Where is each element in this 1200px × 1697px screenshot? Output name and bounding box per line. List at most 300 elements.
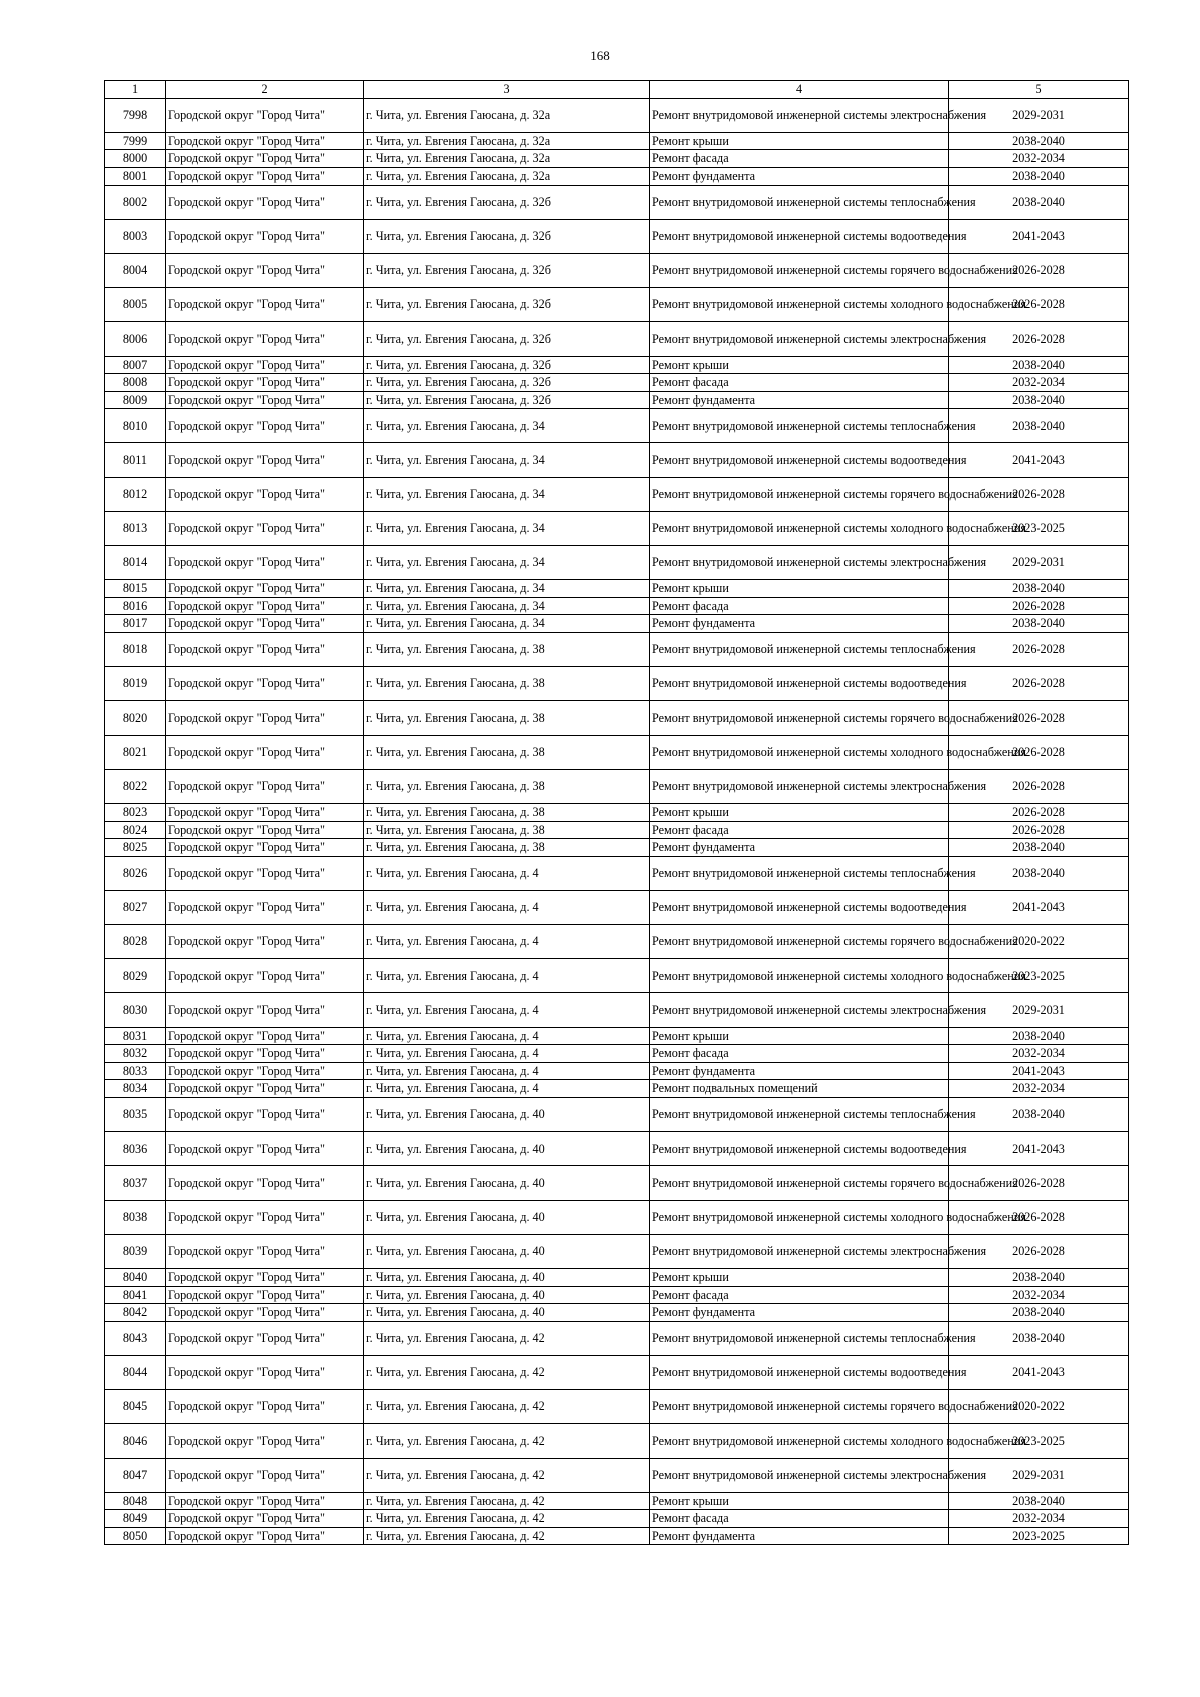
table-row <box>105 1355 1129 1389</box>
row-number-cell: 8002 <box>105 185 166 219</box>
period-cell: 2032-2034 <box>949 150 1129 168</box>
period-cell: 2038-2040 <box>949 856 1129 890</box>
work-type-cell: Ремонт внутридомовой инженерной системы горячего водоснабжения <box>650 1390 949 1424</box>
address-cell: г. Чита, ул. Евгения Гаюсана, д. 40 <box>364 1098 650 1132</box>
address-cell: г. Чита, ул. Евгения Гаюсана, д. 34 <box>364 597 650 615</box>
work-type-cell: Ремонт внутридомовой инженерной системы электроснабжения <box>650 769 949 803</box>
table-row <box>105 925 1129 959</box>
row-number-cell: 8041 <box>105 1286 166 1304</box>
work-type-cell: Ремонт фундамента <box>650 167 949 185</box>
table-row <box>105 185 1129 219</box>
row-number-cell: 8032 <box>105 1045 166 1063</box>
period-cell: 2026-2028 <box>949 288 1129 322</box>
address-cell: г. Чита, ул. Евгения Гаюсана, д. 38 <box>364 839 650 857</box>
work-type-cell: Ремонт фасада <box>650 1045 949 1063</box>
row-number-cell: 8027 <box>105 890 166 924</box>
repair-schedule-table <box>104 80 1129 1545</box>
address-cell: г. Чита, ул. Евгения Гаюсана, д. 40 <box>364 1286 650 1304</box>
period-cell: 2026-2028 <box>949 1200 1129 1234</box>
page-number: 168 <box>590 48 610 63</box>
table-row <box>105 1045 1129 1063</box>
municipality-cell: Городской округ "Город Чита" <box>166 615 364 633</box>
table-row <box>105 597 1129 615</box>
work-type-cell: Ремонт внутридомовой инженерной системы водоотведения <box>650 667 949 701</box>
period-cell: 2038-2040 <box>949 615 1129 633</box>
table-row <box>105 1527 1129 1545</box>
row-number-cell: 8042 <box>105 1304 166 1322</box>
row-number-cell: 8003 <box>105 219 166 253</box>
municipality-cell: Городской округ "Город Чита" <box>166 546 364 580</box>
work-type-cell: Ремонт внутридомовой инженерной системы холодного водоснабжения <box>650 511 949 545</box>
row-number-cell: 8039 <box>105 1234 166 1268</box>
row-number-cell: 8030 <box>105 993 166 1027</box>
row-number-cell: 8036 <box>105 1132 166 1166</box>
address-cell: г. Чита, ул. Евгения Гаюсана, д. 32б <box>364 322 650 356</box>
municipality-cell: Городской округ "Город Чита" <box>166 821 364 839</box>
period-cell: 2026-2028 <box>949 253 1129 287</box>
work-type-cell: Ремонт внутридомовой инженерной системы горячего водоснабжения <box>650 1166 949 1200</box>
row-number-cell: 8049 <box>105 1510 166 1528</box>
work-type-cell: Ремонт внутридомовой инженерной системы электроснабжения <box>650 1458 949 1492</box>
work-type-cell: Ремонт крыши <box>650 1027 949 1045</box>
period-cell: 2041-2043 <box>949 219 1129 253</box>
row-number-cell: 8043 <box>105 1321 166 1355</box>
work-type-cell: Ремонт внутридомовой инженерной системы электроснабжения <box>650 1234 949 1268</box>
address-cell: г. Чита, ул. Евгения Гаюсана, д. 32б <box>364 219 650 253</box>
municipality-cell: Городской округ "Город Чита" <box>166 167 364 185</box>
address-cell: г. Чита, ул. Евгения Гаюсана, д. 32б <box>364 253 650 287</box>
table-row <box>105 150 1129 168</box>
work-type-cell: Ремонт внутридомовой инженерной системы электроснабжения <box>650 98 949 132</box>
work-type-cell: Ремонт фундамента <box>650 391 949 409</box>
row-number-cell: 8012 <box>105 477 166 511</box>
period-cell: 2038-2040 <box>949 1492 1129 1510</box>
period-cell: 2032-2034 <box>949 1045 1129 1063</box>
row-number-cell: 8040 <box>105 1268 166 1286</box>
municipality-cell: Городской округ "Город Чита" <box>166 356 364 374</box>
work-type-cell: Ремонт фасада <box>650 1510 949 1528</box>
work-type-cell: Ремонт фундамента <box>650 1304 949 1322</box>
address-cell: г. Чита, ул. Евгения Гаюсана, д. 32а <box>364 167 650 185</box>
municipality-cell: Городской округ "Город Чита" <box>166 1200 364 1234</box>
period-cell: 2026-2028 <box>949 735 1129 769</box>
work-type-cell: Ремонт фасада <box>650 150 949 168</box>
row-number-cell: 8029 <box>105 959 166 993</box>
work-type-cell: Ремонт внутридомовой инженерной системы горячего водоснабжения <box>650 477 949 511</box>
column-header-1: 1 <box>105 81 166 99</box>
work-type-cell: Ремонт внутридомовой инженерной системы горячего водоснабжения <box>650 925 949 959</box>
work-type-cell: Ремонт внутридомовой инженерной системы холодного водоснабжения <box>650 288 949 322</box>
row-number-cell: 8008 <box>105 374 166 392</box>
table-row <box>105 1234 1129 1268</box>
row-number-cell: 8045 <box>105 1390 166 1424</box>
row-number-cell: 8050 <box>105 1527 166 1545</box>
table-row <box>105 409 1129 443</box>
table-row <box>105 1268 1129 1286</box>
period-cell: 2029-2031 <box>949 993 1129 1027</box>
work-type-cell: Ремонт крыши <box>650 580 949 598</box>
table-row <box>105 356 1129 374</box>
row-number-cell: 8046 <box>105 1424 166 1458</box>
work-type-cell: Ремонт фундамента <box>650 615 949 633</box>
address-cell: г. Чита, ул. Евгения Гаюсана, д. 38 <box>364 667 650 701</box>
table-row <box>105 769 1129 803</box>
period-cell: 2023-2025 <box>949 511 1129 545</box>
period-cell: 2023-2025 <box>949 1424 1129 1458</box>
row-number-cell: 8010 <box>105 409 166 443</box>
municipality-cell: Городской округ "Город Чита" <box>166 1132 364 1166</box>
row-number-cell: 8017 <box>105 615 166 633</box>
period-cell: 2029-2031 <box>949 546 1129 580</box>
table-row <box>105 856 1129 890</box>
table-row <box>105 546 1129 580</box>
table-row <box>105 167 1129 185</box>
address-cell: г. Чита, ул. Евгения Гаюсана, д. 4 <box>364 890 650 924</box>
table-row <box>105 1510 1129 1528</box>
row-number-cell: 8023 <box>105 803 166 821</box>
work-type-cell: Ремонт внутридомовой инженерной системы горячего водоснабжения <box>650 701 949 735</box>
municipality-cell: Городской округ "Город Чита" <box>166 1098 364 1132</box>
table-row <box>105 1458 1129 1492</box>
table-row <box>105 1080 1129 1098</box>
municipality-cell: Городской округ "Город Чита" <box>166 443 364 477</box>
period-cell: 2038-2040 <box>949 185 1129 219</box>
address-cell: г. Чита, ул. Евгения Гаюсана, д. 32б <box>364 374 650 392</box>
table-row <box>105 803 1129 821</box>
period-cell: 2026-2028 <box>949 803 1129 821</box>
work-type-cell: Ремонт фасада <box>650 597 949 615</box>
period-cell: 2041-2043 <box>949 443 1129 477</box>
address-cell: г. Чита, ул. Евгения Гаюсана, д. 34 <box>364 546 650 580</box>
municipality-cell: Городской округ "Город Чита" <box>166 253 364 287</box>
period-cell: 2038-2040 <box>949 1027 1129 1045</box>
work-type-cell: Ремонт фундамента <box>650 839 949 857</box>
table-row <box>105 959 1129 993</box>
row-number-cell: 8018 <box>105 633 166 667</box>
row-number-cell: 8044 <box>105 1355 166 1389</box>
address-cell: г. Чита, ул. Евгения Гаюсана, д. 34 <box>364 580 650 598</box>
work-type-cell: Ремонт внутридомовой инженерной системы водоотведения <box>650 890 949 924</box>
row-number-cell: 8009 <box>105 391 166 409</box>
row-number-cell: 8026 <box>105 856 166 890</box>
column-header-3: 3 <box>364 81 650 99</box>
row-number-cell: 8035 <box>105 1098 166 1132</box>
table-row <box>105 1390 1129 1424</box>
municipality-cell: Городской округ "Город Чита" <box>166 735 364 769</box>
address-cell: г. Чита, ул. Евгения Гаюсана, д. 4 <box>364 993 650 1027</box>
row-number-cell: 8001 <box>105 167 166 185</box>
work-type-cell: Ремонт внутридомовой инженерной системы горячего водоснабжения <box>650 253 949 287</box>
municipality-cell: Городской округ "Город Чита" <box>166 839 364 857</box>
period-cell: 2038-2040 <box>949 580 1129 598</box>
row-number-cell: 8038 <box>105 1200 166 1234</box>
address-cell: г. Чита, ул. Евгения Гаюсана, д. 38 <box>364 701 650 735</box>
address-cell: г. Чита, ул. Евгения Гаюсана, д. 38 <box>364 803 650 821</box>
address-cell: г. Чита, ул. Евгения Гаюсана, д. 38 <box>364 633 650 667</box>
period-cell: 2038-2040 <box>949 1098 1129 1132</box>
municipality-cell: Городской округ "Город Чита" <box>166 1286 364 1304</box>
work-type-cell: Ремонт фасада <box>650 821 949 839</box>
work-type-cell: Ремонт внутридомовой инженерной системы теплоснабжения <box>650 1098 949 1132</box>
work-type-cell: Ремонт крыши <box>650 803 949 821</box>
municipality-cell: Городской округ "Город Чита" <box>166 856 364 890</box>
period-cell: 2020-2022 <box>949 1390 1129 1424</box>
address-cell: г. Чита, ул. Евгения Гаюсана, д. 32б <box>364 185 650 219</box>
municipality-cell: Городской округ "Город Чита" <box>166 633 364 667</box>
table-row <box>105 443 1129 477</box>
row-number-cell: 8037 <box>105 1166 166 1200</box>
address-cell: г. Чита, ул. Евгения Гаюсана, д. 40 <box>364 1200 650 1234</box>
period-cell: 2041-2043 <box>949 890 1129 924</box>
period-cell: 2020-2022 <box>949 925 1129 959</box>
municipality-cell: Городской округ "Город Чита" <box>166 1321 364 1355</box>
work-type-cell: Ремонт крыши <box>650 1268 949 1286</box>
table-header <box>105 81 1129 99</box>
municipality-cell: Городской округ "Город Чита" <box>166 1527 364 1545</box>
table-row <box>105 1027 1129 1045</box>
work-type-cell: Ремонт внутридомовой инженерной системы электроснабжения <box>650 993 949 1027</box>
work-type-cell: Ремонт фундамента <box>650 1527 949 1545</box>
address-cell: г. Чита, ул. Евгения Гаюсана, д. 32б <box>364 391 650 409</box>
period-cell: 2038-2040 <box>949 1321 1129 1355</box>
municipality-cell: Городской округ "Город Чита" <box>166 511 364 545</box>
municipality-cell: Городской округ "Город Чита" <box>166 1268 364 1286</box>
address-cell: г. Чита, ул. Евгения Гаюсана, д. 32а <box>364 150 650 168</box>
work-type-cell: Ремонт внутридомовой инженерной системы электроснабжения <box>650 322 949 356</box>
row-number-cell: 8000 <box>105 150 166 168</box>
table-row <box>105 735 1129 769</box>
work-type-cell: Ремонт фасада <box>650 374 949 392</box>
period-cell: 2038-2040 <box>949 167 1129 185</box>
municipality-cell: Городской округ "Город Чита" <box>166 1062 364 1080</box>
row-number-cell: 7999 <box>105 132 166 150</box>
row-number-cell: 8016 <box>105 597 166 615</box>
address-cell: г. Чита, ул. Евгения Гаюсана, д. 40 <box>364 1268 650 1286</box>
period-cell: 2038-2040 <box>949 409 1129 443</box>
table-row <box>105 615 1129 633</box>
municipality-cell: Городской округ "Город Чита" <box>166 890 364 924</box>
table-row <box>105 890 1129 924</box>
address-cell: г. Чита, ул. Евгения Гаюсана, д. 42 <box>364 1492 650 1510</box>
period-cell: 2038-2040 <box>949 391 1129 409</box>
address-cell: г. Чита, ул. Евгения Гаюсана, д. 34 <box>364 409 650 443</box>
work-type-cell: Ремонт внутридомовой инженерной системы холодного водоснабжения <box>650 1424 949 1458</box>
period-cell: 2041-2043 <box>949 1062 1129 1080</box>
table-row <box>105 253 1129 287</box>
municipality-cell: Городской округ "Город Чита" <box>166 409 364 443</box>
municipality-cell: Городской округ "Город Чита" <box>166 477 364 511</box>
municipality-cell: Городской округ "Город Чита" <box>166 391 364 409</box>
municipality-cell: Городской округ "Город Чита" <box>166 769 364 803</box>
period-cell: 2026-2028 <box>949 769 1129 803</box>
address-cell: г. Чита, ул. Евгения Гаюсана, д. 4 <box>364 856 650 890</box>
work-type-cell: Ремонт крыши <box>650 356 949 374</box>
municipality-cell: Городской округ "Город Чита" <box>166 701 364 735</box>
address-cell: г. Чита, ул. Евгения Гаюсана, д. 4 <box>364 1080 650 1098</box>
municipality-cell: Городской округ "Город Чита" <box>166 1027 364 1045</box>
row-number-cell: 8021 <box>105 735 166 769</box>
work-type-cell: Ремонт крыши <box>650 1492 949 1510</box>
period-cell: 2032-2034 <box>949 374 1129 392</box>
municipality-cell: Городской округ "Город Чита" <box>166 925 364 959</box>
work-type-cell: Ремонт фасада <box>650 1286 949 1304</box>
row-number-cell: 8019 <box>105 667 166 701</box>
address-cell: г. Чита, ул. Евгения Гаюсана, д. 42 <box>364 1390 650 1424</box>
municipality-cell: Городской округ "Город Чита" <box>166 1424 364 1458</box>
table-row <box>105 219 1129 253</box>
period-cell: 2026-2028 <box>949 821 1129 839</box>
period-cell: 2026-2028 <box>949 1166 1129 1200</box>
table-row <box>105 993 1129 1027</box>
municipality-cell: Городской округ "Город Чита" <box>166 1166 364 1200</box>
address-cell: г. Чита, ул. Евгения Гаюсана, д. 42 <box>364 1527 650 1545</box>
period-cell: 2038-2040 <box>949 356 1129 374</box>
row-number-cell: 8005 <box>105 288 166 322</box>
table-row <box>105 839 1129 857</box>
municipality-cell: Городской округ "Город Чита" <box>166 322 364 356</box>
row-number-cell: 8004 <box>105 253 166 287</box>
row-number-cell: 8031 <box>105 1027 166 1045</box>
row-number-cell: 8047 <box>105 1458 166 1492</box>
column-header-4: 4 <box>650 81 949 99</box>
address-cell: г. Чита, ул. Евгения Гаюсана, д. 38 <box>364 735 650 769</box>
row-number-cell: 8034 <box>105 1080 166 1098</box>
row-number-cell: 8020 <box>105 701 166 735</box>
address-cell: г. Чита, ул. Евгения Гаюсана, д. 42 <box>364 1355 650 1389</box>
period-cell: 2032-2034 <box>949 1080 1129 1098</box>
period-cell: 2038-2040 <box>949 1268 1129 1286</box>
row-number-cell: 8024 <box>105 821 166 839</box>
row-number-cell: 8025 <box>105 839 166 857</box>
address-cell: г. Чита, ул. Евгения Гаюсана, д. 32б <box>364 288 650 322</box>
row-number-cell: 8015 <box>105 580 166 598</box>
municipality-cell: Городской округ "Город Чита" <box>166 1458 364 1492</box>
period-cell: 2026-2028 <box>949 701 1129 735</box>
municipality-cell: Городской округ "Город Чита" <box>166 1390 364 1424</box>
table-row <box>105 1321 1129 1355</box>
address-cell: г. Чита, ул. Евгения Гаюсана, д. 42 <box>364 1424 650 1458</box>
table-row <box>105 633 1129 667</box>
work-type-cell: Ремонт внутридомовой инженерной системы теплоснабжения <box>650 1321 949 1355</box>
municipality-cell: Городской округ "Город Чита" <box>166 1355 364 1389</box>
column-header-5: 5 <box>949 81 1129 99</box>
table-row <box>105 580 1129 598</box>
table-row <box>105 132 1129 150</box>
address-cell: г. Чита, ул. Евгения Гаюсана, д. 42 <box>364 1510 650 1528</box>
municipality-cell: Городской округ "Город Чита" <box>166 959 364 993</box>
address-cell: г. Чита, ул. Евгения Гаюсана, д. 40 <box>364 1234 650 1268</box>
municipality-cell: Городской округ "Город Чита" <box>166 597 364 615</box>
work-type-cell: Ремонт крыши <box>650 132 949 150</box>
municipality-cell: Городской округ "Город Чита" <box>166 150 364 168</box>
period-cell: 2041-2043 <box>949 1132 1129 1166</box>
municipality-cell: Городской округ "Город Чита" <box>166 132 364 150</box>
work-type-cell: Ремонт внутридомовой инженерной системы холодного водоснабжения <box>650 735 949 769</box>
table-row <box>105 374 1129 392</box>
municipality-cell: Городской округ "Город Чита" <box>166 185 364 219</box>
address-cell: г. Чита, ул. Евгения Гаюсана, д. 32а <box>364 98 650 132</box>
table-row <box>105 1424 1129 1458</box>
address-cell: г. Чита, ул. Евгения Гаюсана, д. 32а <box>364 132 650 150</box>
address-cell: г. Чита, ул. Евгения Гаюсана, д. 4 <box>364 1045 650 1063</box>
work-type-cell: Ремонт внутридомовой инженерной системы электроснабжения <box>650 546 949 580</box>
municipality-cell: Городской округ "Город Чита" <box>166 98 364 132</box>
period-cell: 2038-2040 <box>949 839 1129 857</box>
work-type-cell: Ремонт внутридомовой инженерной системы водоотведения <box>650 443 949 477</box>
work-type-cell: Ремонт внутридомовой инженерной системы теплоснабжения <box>650 856 949 890</box>
address-cell: г. Чита, ул. Евгения Гаюсана, д. 40 <box>364 1304 650 1322</box>
period-cell: 2026-2028 <box>949 633 1129 667</box>
work-type-cell: Ремонт внутридомовой инженерной системы теплоснабжения <box>650 409 949 443</box>
municipality-cell: Городской округ "Город Чита" <box>166 1304 364 1322</box>
column-header-2: 2 <box>166 81 364 99</box>
period-cell: 2041-2043 <box>949 1355 1129 1389</box>
address-cell: г. Чита, ул. Евгения Гаюсана, д. 4 <box>364 1062 650 1080</box>
row-number-cell: 8007 <box>105 356 166 374</box>
period-cell: 2038-2040 <box>949 132 1129 150</box>
table-row <box>105 322 1129 356</box>
address-cell: г. Чита, ул. Евгения Гаюсана, д. 38 <box>364 821 650 839</box>
row-number-cell: 8014 <box>105 546 166 580</box>
work-type-cell: Ремонт фундамента <box>650 1062 949 1080</box>
period-cell: 2026-2028 <box>949 322 1129 356</box>
address-cell: г. Чита, ул. Евгения Гаюсана, д. 4 <box>364 925 650 959</box>
table-row <box>105 1132 1129 1166</box>
municipality-cell: Городской округ "Город Чита" <box>166 993 364 1027</box>
address-cell: г. Чита, ул. Евгения Гаюсана, д. 42 <box>364 1458 650 1492</box>
work-type-cell: Ремонт внутридомовой инженерной системы водоотведения <box>650 219 949 253</box>
table-row <box>105 477 1129 511</box>
table-row <box>105 511 1129 545</box>
table-row <box>105 1166 1129 1200</box>
municipality-cell: Городской округ "Город Чита" <box>166 1080 364 1098</box>
table-row <box>105 1062 1129 1080</box>
row-number-cell: 8022 <box>105 769 166 803</box>
row-number-cell: 8028 <box>105 925 166 959</box>
period-cell: 2032-2034 <box>949 1286 1129 1304</box>
period-cell: 2026-2028 <box>949 667 1129 701</box>
period-cell: 2038-2040 <box>949 1304 1129 1322</box>
row-number-cell: 8033 <box>105 1062 166 1080</box>
work-type-cell: Ремонт внутридомовой инженерной системы водоотведения <box>650 1355 949 1389</box>
address-cell: г. Чита, ул. Евгения Гаюсана, д. 38 <box>364 769 650 803</box>
municipality-cell: Городской округ "Город Чита" <box>166 1510 364 1528</box>
municipality-cell: Городской округ "Город Чита" <box>166 219 364 253</box>
table-row <box>105 1492 1129 1510</box>
table-row <box>105 288 1129 322</box>
municipality-cell: Городской округ "Город Чита" <box>166 580 364 598</box>
address-cell: г. Чита, ул. Евгения Гаюсана, д. 42 <box>364 1321 650 1355</box>
period-cell: 2032-2034 <box>949 1510 1129 1528</box>
row-number-cell: 8048 <box>105 1492 166 1510</box>
work-type-cell: Ремонт внутридомовой инженерной системы водоотведения <box>650 1132 949 1166</box>
work-type-cell: Ремонт внутридомовой инженерной системы холодного водоснабжения <box>650 959 949 993</box>
period-cell: 2026-2028 <box>949 1234 1129 1268</box>
address-cell: г. Чита, ул. Евгения Гаюсана, д. 40 <box>364 1132 650 1166</box>
municipality-cell: Городской округ "Город Чита" <box>166 803 364 821</box>
municipality-cell: Городской округ "Город Чита" <box>166 288 364 322</box>
address-cell: г. Чита, ул. Евгения Гаюсана, д. 34 <box>364 511 650 545</box>
row-number-cell: 8013 <box>105 511 166 545</box>
municipality-cell: Городской округ "Город Чита" <box>166 667 364 701</box>
address-cell: г. Чита, ул. Евгения Гаюсана, д. 34 <box>364 615 650 633</box>
row-number-cell: 7998 <box>105 98 166 132</box>
address-cell: г. Чита, ул. Евгения Гаюсана, д. 4 <box>364 1027 650 1045</box>
table-row <box>105 1304 1129 1322</box>
period-cell: 2026-2028 <box>949 477 1129 511</box>
address-cell: г. Чита, ул. Евгения Гаюсана, д. 40 <box>364 1166 650 1200</box>
work-type-cell: Ремонт внутридомовой инженерной системы холодного водоснабжения <box>650 1200 949 1234</box>
